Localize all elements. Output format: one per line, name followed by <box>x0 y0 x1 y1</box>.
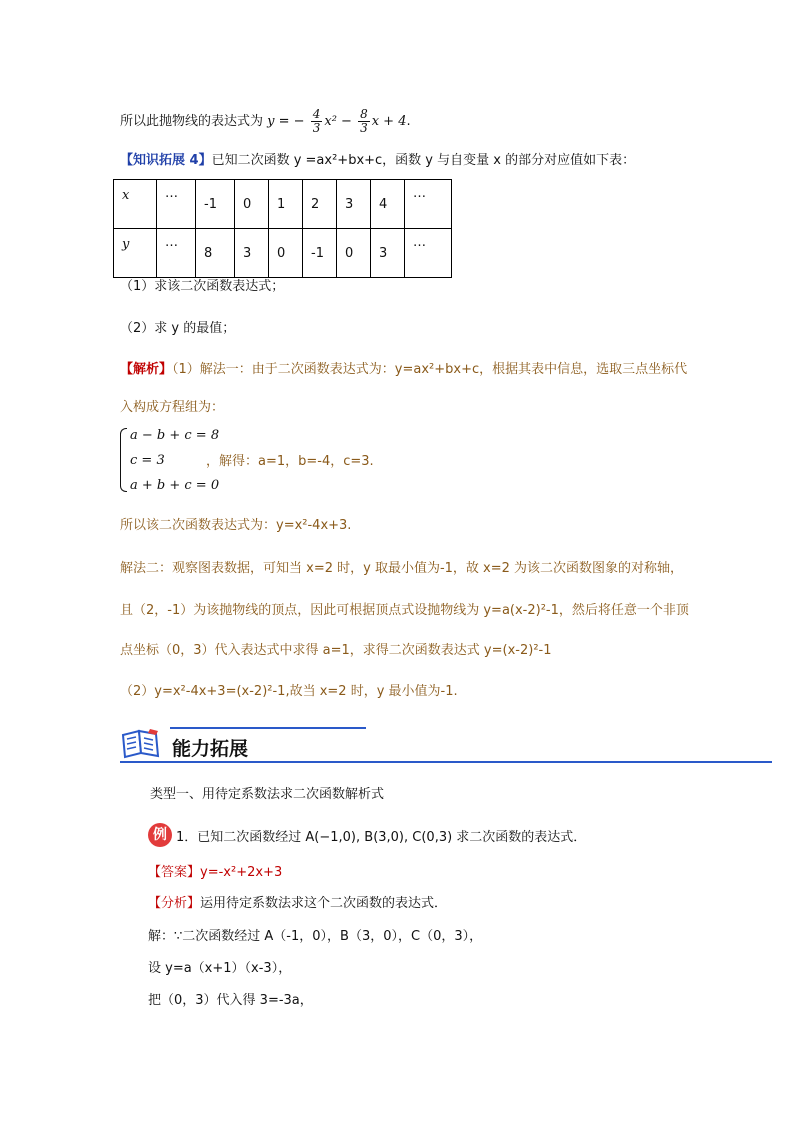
table-cell: 3 <box>235 229 269 278</box>
formula-y: y <box>267 114 275 129</box>
table-cell: -1 <box>196 180 235 229</box>
table-cell: 1 <box>269 180 303 229</box>
formula-minus: − <box>336 114 357 129</box>
fraction-4-3: $\frac{4}{3}$ <box>312 107 321 135</box>
solution-text-1: （1）解法一：由于二次函数表达式为：y=ax²+bx+c，根据其表中信息，选取三点坐标代 <box>172 362 688 377</box>
intro-prefix: 所以此抛物线的表达式为 <box>120 114 264 129</box>
example-text: 1．已知二次函数经过 A(−1,0), B(3,0), C(0,3) 求二次函数的表达式． <box>176 830 587 845</box>
table-cell: 3 <box>371 229 405 278</box>
values-table <box>113 179 452 278</box>
formula-eq: = − <box>274 114 305 129</box>
table-cell: 0 <box>235 180 269 229</box>
left-brace <box>120 428 127 492</box>
equation-3: a + b + c = 0 <box>130 478 220 493</box>
analysis-text: 运用待定系数法求这个二次函数的表达式． <box>200 896 448 911</box>
question-1: （1）求该二次函数表达式； <box>120 279 285 294</box>
answer-value: y=-x²+2x+3 <box>200 865 283 880</box>
solution-line-7: （2）y=x²-4x+3=(x-2)²-1,故当 x=2 时，y 最小值为-1. <box>120 684 458 699</box>
formula-end: . <box>406 114 411 129</box>
solution-label: 【解析】 <box>120 362 173 377</box>
example-badge: 例 <box>148 823 172 847</box>
table-cell: … <box>157 180 196 229</box>
table-cell: 0 <box>269 229 303 278</box>
header-rule <box>120 761 772 763</box>
table-cell: 2 <box>303 180 337 229</box>
table-head-y: y <box>114 229 157 278</box>
knowledge-extension-text: 已知二次函数 y =ax²+bx+c，函数 y 与自变量 x 的部分对应值如下表： <box>211 153 636 168</box>
fraction-8-3: $\frac{8}{3}$ <box>360 107 368 135</box>
type-heading: 类型一、用待定系数法求二次函数解析式 <box>150 787 385 802</box>
book-icon <box>120 727 162 759</box>
solution-line-2: 入构成方程组为： <box>120 400 225 415</box>
table-cell: … <box>157 229 196 278</box>
section-header <box>120 723 772 763</box>
step-2: 设 y=a（x+1）（x-3）， <box>148 961 292 976</box>
solution-line-5: 且（2，-1）为该抛物线的顶点，因此可根据顶点式设抛物线为 y=a(x-2)²-1，然后将任意一个非顶 <box>120 603 689 618</box>
table-row <box>114 180 452 229</box>
solution-line-3: 所以该二次函数表达式为：y=x²-4x+3. <box>120 518 352 533</box>
table-cell: -1 <box>303 229 337 278</box>
table-cell: 8 <box>196 229 235 278</box>
knowledge-extension-heading <box>120 152 635 170</box>
table-cell: … <box>405 229 452 278</box>
table-cell: 3 <box>337 180 371 229</box>
answer-label: 【答案】 <box>148 865 201 880</box>
knowledge-extension-label: 【知识拓展 4】 <box>120 153 212 168</box>
header-top-line <box>170 727 366 729</box>
solution-line-6: 点坐标（0，3）代入表达式中求得 a=1，求得二次函数表达式 y=(x-2)²-1 <box>120 643 552 658</box>
section-title: 能力拓展 <box>172 738 249 760</box>
equation-1: a − b + c = 8 <box>130 428 220 443</box>
question-2: （2）求 y 的最值； <box>120 321 236 336</box>
step-1: 解：∵二次函数经过 A（-1，0），B（3，0），C（0，3）， <box>148 929 483 944</box>
equation-2: c = 3 <box>130 453 165 468</box>
table-head-x: x <box>114 180 157 229</box>
table-cell: 4 <box>371 180 405 229</box>
answer-line <box>148 864 282 882</box>
formula-x2: x² <box>324 114 337 129</box>
solution-answer: ，解得：a=1，b=-4，c=3. <box>206 454 374 469</box>
analysis-line <box>148 895 447 913</box>
table-row <box>114 229 452 278</box>
analysis-label: 【分析】 <box>148 896 201 911</box>
intro-line <box>120 108 411 135</box>
solution-line-1 <box>120 361 687 379</box>
solution-line-4: 解法二：观察图表数据，可知当 x=2 时，y 取最小值为-1，故 x=2 为该二次函数图象的对称轴， <box>120 561 684 576</box>
formula-tail: x + 4 <box>371 114 407 129</box>
table-cell: … <box>405 180 452 229</box>
table-cell: 0 <box>337 229 371 278</box>
step-3: 把（0，3）代入得 3=-3a， <box>148 993 313 1008</box>
